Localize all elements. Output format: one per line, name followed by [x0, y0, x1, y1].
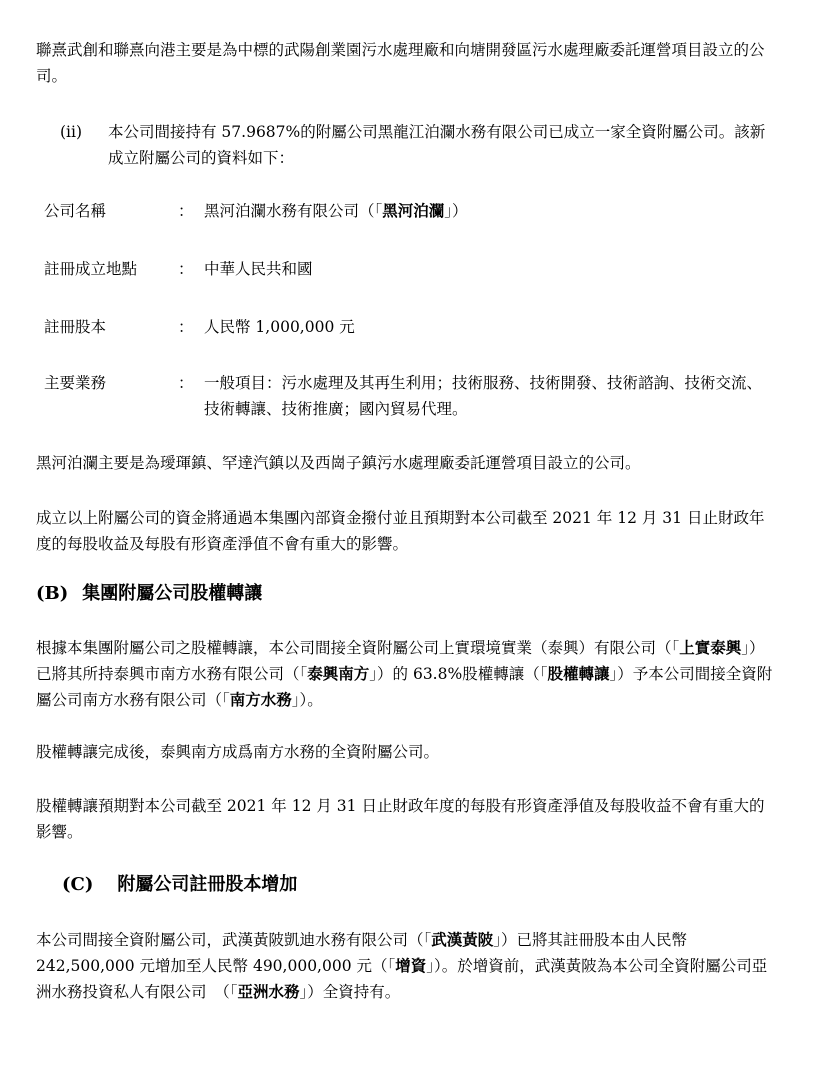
company-name-value: 黑河泊瀾水務有限公司（「黑河泊瀾」）: [204, 202, 468, 220]
section-b-paragraph-3: 股權轉讓預期對本公司截至 2021 年 12 月 31 日止財政年度的每股有形資產淨值及每股收益不會有重大的影響。: [36, 797, 765, 841]
colon: ：: [178, 260, 194, 278]
section-c-title: 附屬公司註冊股本增加: [117, 874, 298, 895]
section-b-title: 集團附屬公司股權轉讓: [82, 583, 263, 604]
info-row-business: [44, 370, 774, 422]
place-label: 註冊成立地點: [44, 260, 138, 278]
colon: ：: [178, 374, 194, 392]
business-value: 一般項目：污水處理及其再生利用；技術服務、技術開發、技術諮詢、技術交流、技術轉讓、技術推廣；國內貿易代理。: [204, 374, 763, 418]
list-item-number: (ii): [60, 123, 83, 141]
funding-paragraph: 成立以上附屬公司的資金將通過本集團內部資金撥付並且預期對本公司截至 2021 年 12 月 31 日止財政年度的每股收益及每股有形資產淨值不會有重大的影響。: [36, 509, 765, 553]
colon: ：: [178, 318, 194, 336]
colon: ：: [178, 202, 194, 220]
section-b-paragraph-2: 股權轉讓完成後，泰興南方成爲南方水務的全資附屬公司。: [36, 743, 440, 761]
section-c-heading: [62, 872, 297, 898]
section-b-paragraph-1: 根據本集團附屬公司之股權轉讓，本公司間接全資附屬公司上實環境實業（泰興）有限公司（「上實泰興」）已將其所持泰興市南方水務有限公司（「泰興南方」）的 63.8%股權轉讓（「股權轉讓」）予本公司間接全資附屬公司南方水務有限公司（「南方水務」）。: [36, 639, 773, 709]
list-item-text: 本公司間接持有 57.9687%的附屬公司黑龍江泊瀾水務有限公司已成立一家全資附屬公司。該新成立附屬公司的資料如下：: [108, 123, 766, 167]
business-label: 主要業務: [44, 374, 107, 392]
list-item-ii: [60, 119, 775, 171]
section-c-label: (C): [62, 874, 94, 895]
section-c-paragraph-1: 本公司間接全資附屬公司，武漢黃陂凱迪水務有限公司（「武漢黃陂」）已將其註冊股本由人民幣 242,500,000 元增加至人民幣 490,000,000 元（「增資」）。於增資前，武漢黃陂為本公司全資附屬公司亞洲水務投資私人有限公司 （「亞洲水務」）全資持有。: [36, 931, 768, 1001]
section-b-label: (B): [36, 583, 69, 604]
capital-label: 註冊股本: [44, 318, 107, 336]
intro-paragraph: 聯熹武創和聯熹向港主要是為中標的武陽創業園污水處理廠和向塘開發區污水處理廠委託運營項目設立的公司。: [36, 41, 765, 85]
capital-value: 人民幣 1,000,000 元: [204, 318, 355, 336]
heihe-paragraph: 黑河泊瀾主要是為璦琿鎮、罕達汽鎮以及西崗子鎮污水處理廠委託運營項目設立的公司。: [36, 454, 641, 472]
section-b-heading: [36, 581, 262, 607]
place-value: 中華人民共和國: [204, 260, 313, 278]
company-name-label: 公司名稱: [44, 202, 107, 220]
